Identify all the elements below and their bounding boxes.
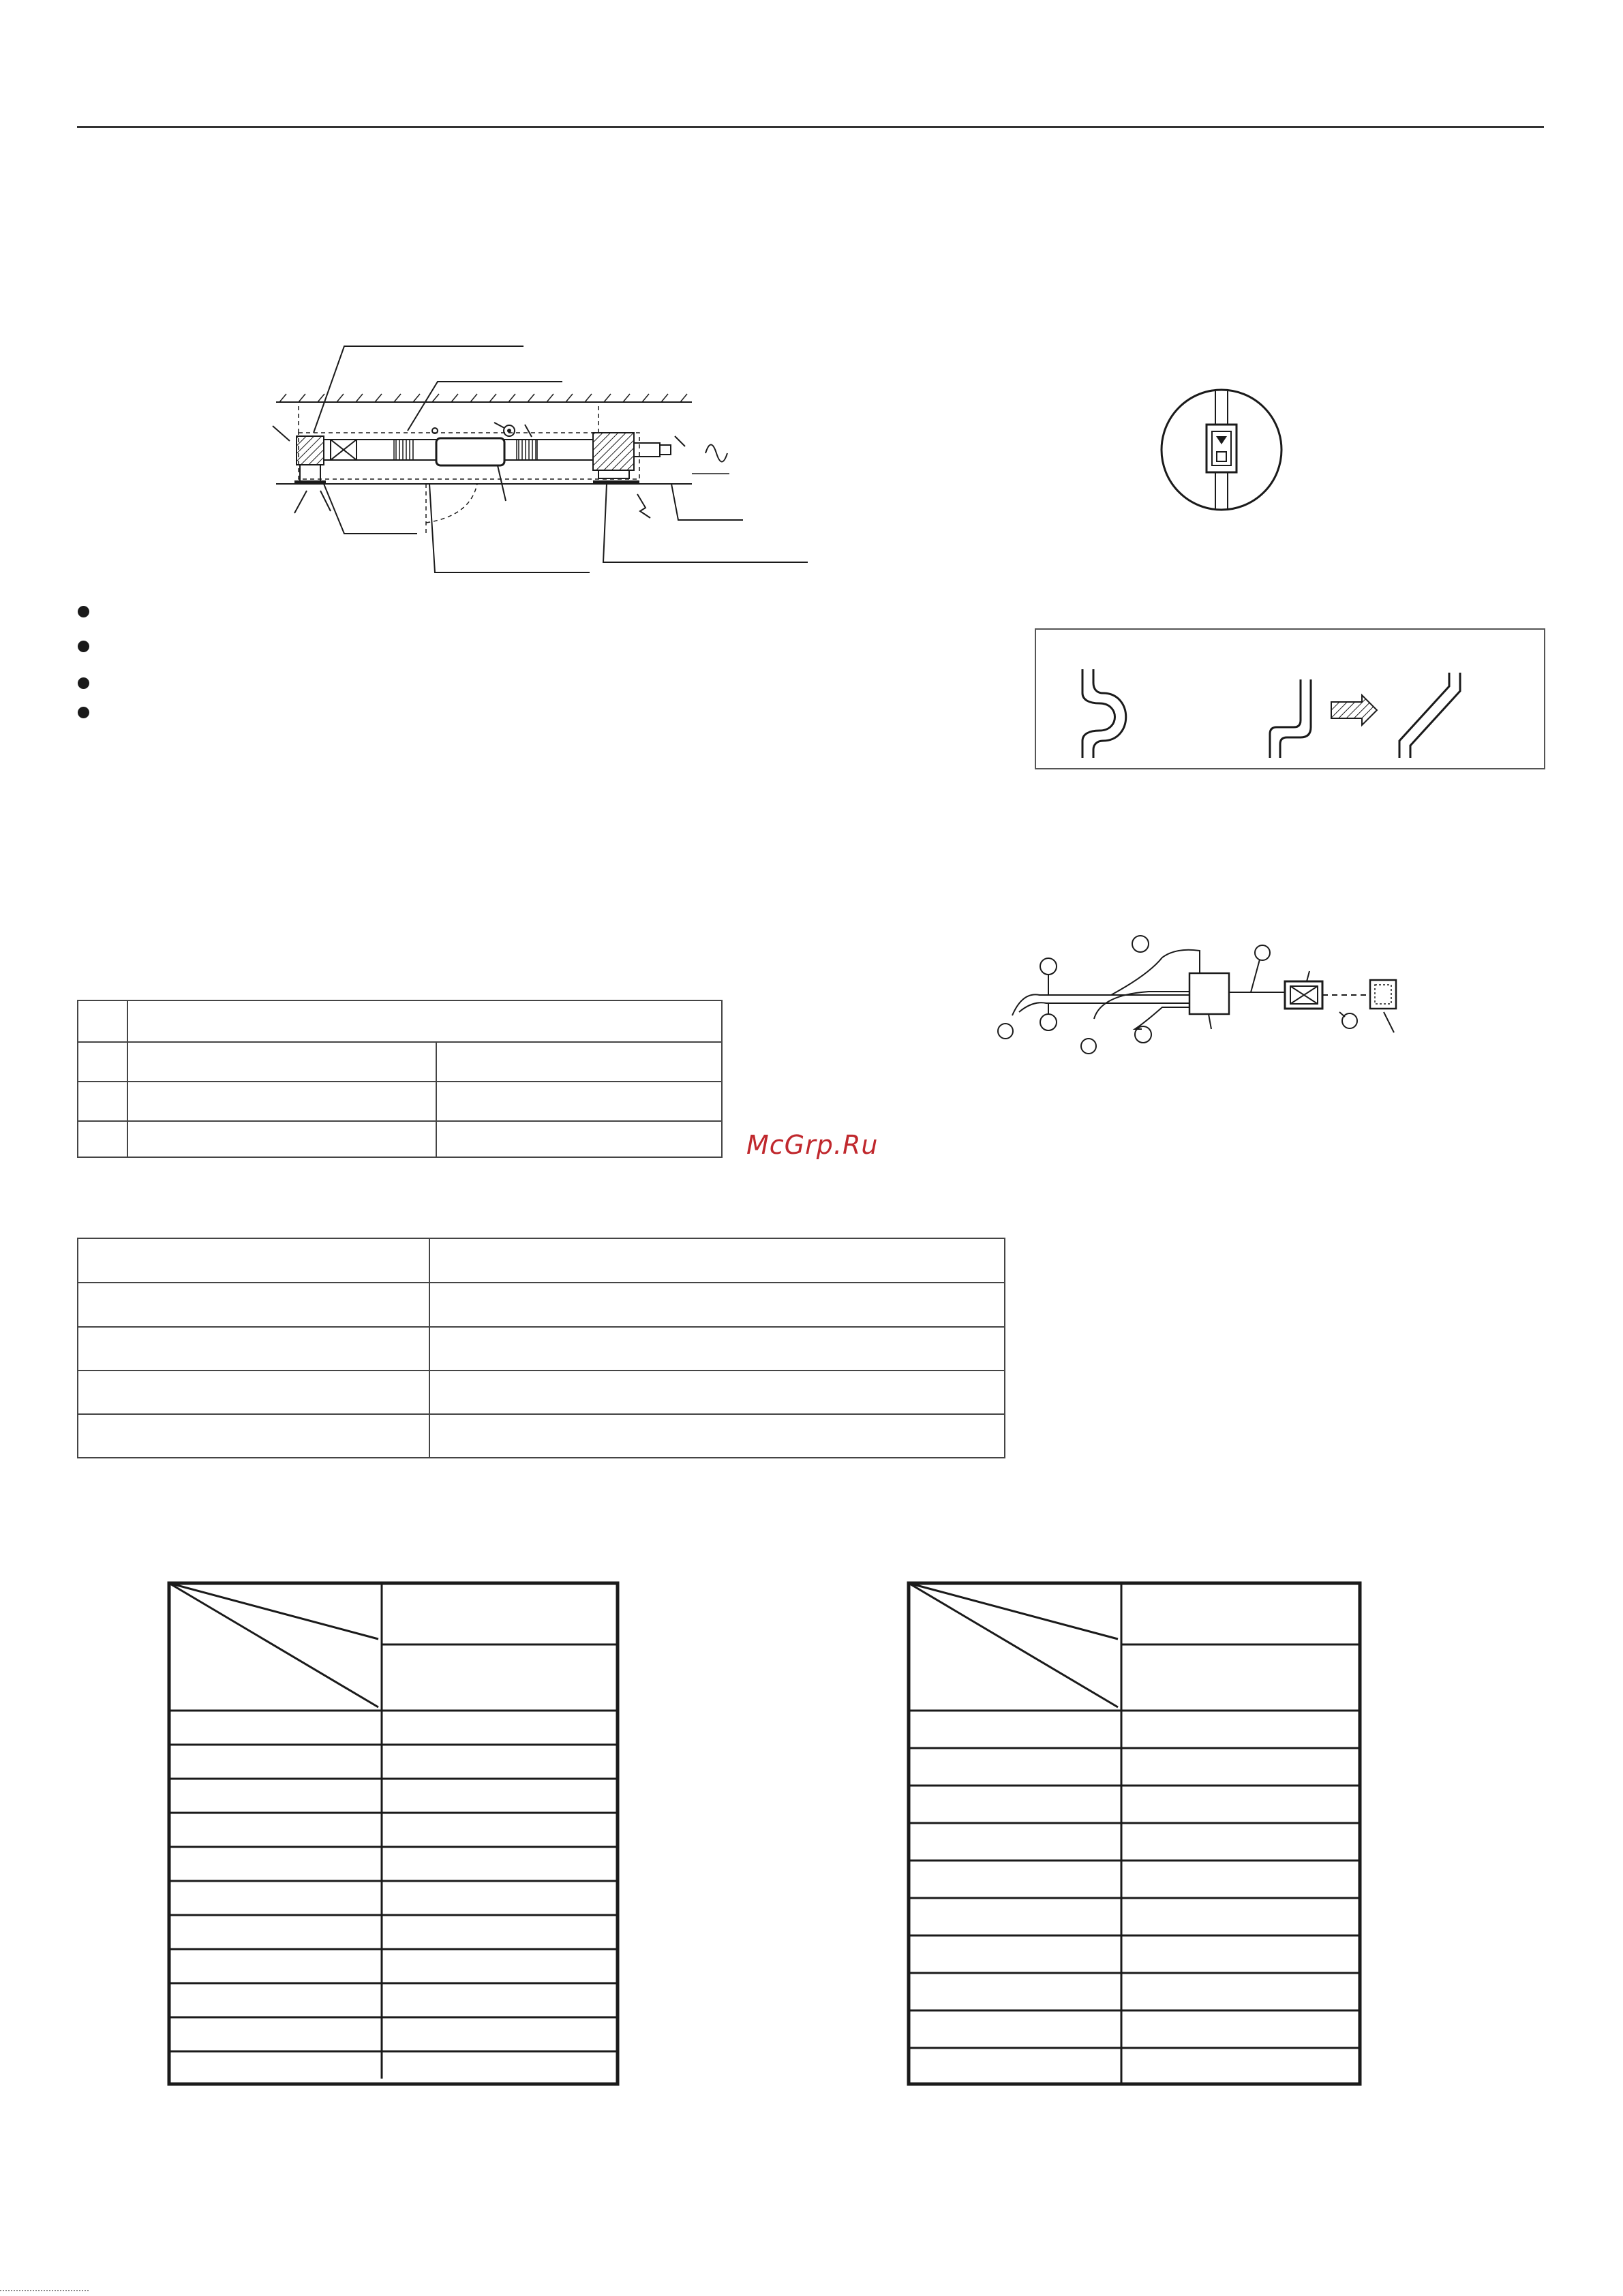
drain-pipe-diagram [266,337,743,583]
grid-table-right [907,1581,1363,2087]
spec-table-2 [77,1238,1007,1460]
footer-mark [0,2290,89,2293]
pipe-support-detail-circle [1159,387,1285,513]
arrow-right-hatched-icon [1331,695,1377,725]
bullet-icon [78,606,89,617]
bullet-icon [78,707,89,718]
watermark: McGrp.Ru [746,1130,879,1160]
bullet-icon [78,641,89,652]
grid-table-left [167,1581,620,2087]
pipe-routing-examples [1035,628,1543,767]
wiring-diagram [992,927,1401,1063]
bullet-icon [78,677,89,689]
ceiling-line [276,394,692,402]
spec-table-1 [77,1000,723,1160]
header-rule [77,126,1544,128]
